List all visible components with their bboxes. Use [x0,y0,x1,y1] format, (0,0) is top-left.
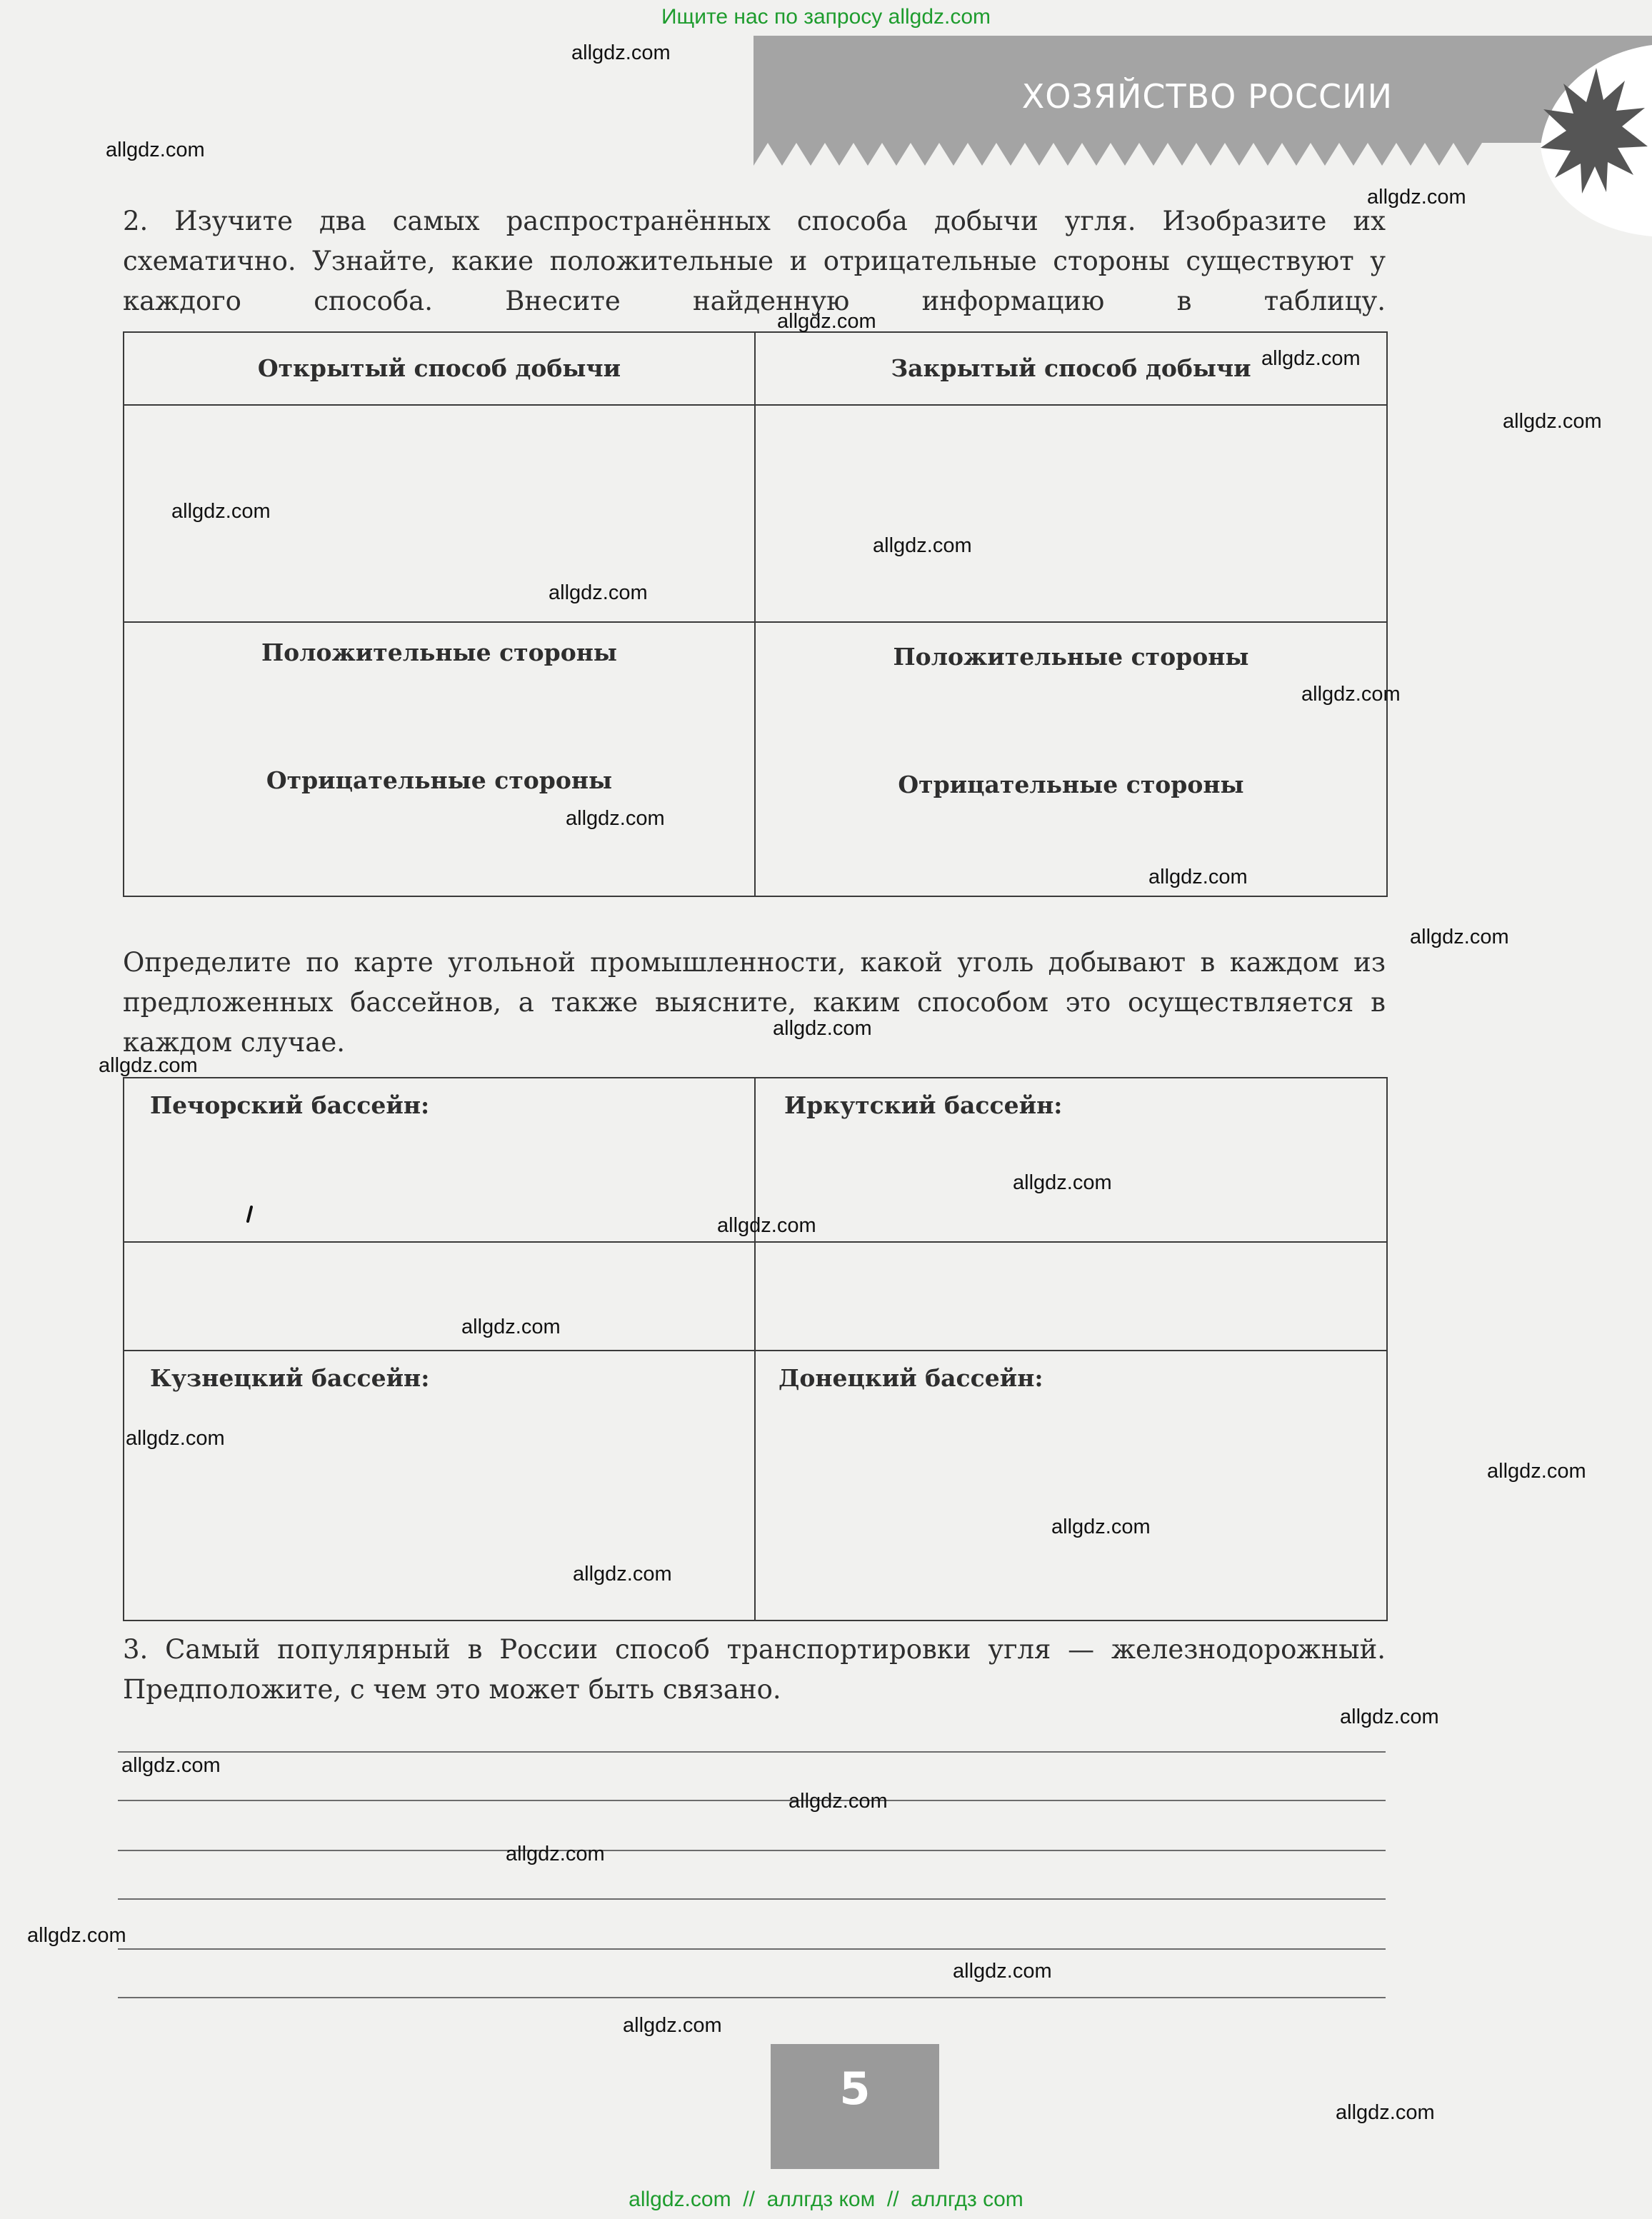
closed-positive-label: Положительные стороны [893,643,1249,671]
watermark: allgdz.com [1367,186,1466,209]
top-banner: Ищите нас по запросу allgdz.com [661,5,991,29]
pechora-answer-area[interactable] [124,1242,755,1351]
watermark: allgdz.com [1051,1516,1151,1538]
answer-line-3[interactable] [118,1850,1386,1851]
irkutsk-cell[interactable] [755,1078,1387,1242]
kuznetsk-label: Кузнецкий бассейн: [150,1364,430,1392]
watermark: allgdz.com [126,1427,225,1450]
basins-table [123,1077,1388,1621]
open-method-header: Открытый способ добычи [257,354,621,382]
open-positive-label: Положительные стороны [261,638,617,666]
section-title: ХОЗЯЙСТВО РОССИИ [1021,77,1393,116]
watermark: allgdz.com [571,41,671,64]
watermark: allgdz.com [1261,347,1361,370]
irkutsk-label: Иркутский бассейн: [784,1091,1063,1119]
answer-line-4[interactable] [118,1898,1386,1900]
star-icon [1482,39,1652,239]
watermark: allgdz.com [1301,683,1401,706]
watermark: allgdz.com [461,1316,561,1338]
watermark: allgdz.com [773,1017,872,1040]
watermark: allgdz.com [121,1754,221,1777]
donetsk-label: Донецкий бассейн: [779,1364,1043,1392]
footer-links: allgdz.com // аллгдз ком // аллгдз com [629,2188,1023,2211]
task2-text: 2. Изучите два самых распространённых способа добычи угля. Изобразите их схематично. Узнайте, какие положительные и отрицательные стороны существуют у каждого способа. Внесите найденную информацию в таблицу. [123,206,1386,316]
open-method-cell [124,332,755,405]
closed-negative-label: Отрицательные стороны [898,771,1244,798]
donetsk-cell[interactable] [755,1351,1387,1621]
watermark: allgdz.com [789,1790,888,1813]
watermark: allgdz.com [873,534,972,557]
watermark: allgdz.com [1013,1171,1112,1194]
answer-line-5[interactable] [118,1948,1386,1950]
watermark: allgdz.com [1336,2101,1435,2124]
watermark: allgdz.com [777,310,876,333]
watermark: allgdz.com [27,1924,126,1947]
irkutsk-answer-area[interactable] [755,1242,1387,1351]
watermark: allgdz.com [623,2014,722,2037]
pen-mark [246,1206,253,1224]
watermark: allgdz.com [1340,1705,1439,1728]
task3-text: 3. Самый популярный в России способ транспортировки угля — железнодорожный. Предположите, с чем это может быть связано. [123,1634,1386,1705]
page-number: 5 [839,2063,871,2115]
watermark: allgdz.com [1503,410,1602,433]
watermark: allgdz.com [1148,866,1248,888]
answer-line-1[interactable] [118,1751,1386,1753]
methods-table [123,331,1388,897]
pechora-label: Печорский бассейн: [150,1091,430,1119]
watermark: allgdz.com [506,1843,605,1865]
watermark: allgdz.com [573,1563,672,1586]
closed-method-header: Закрытый способ добычи [891,354,1251,382]
watermark: allgdz.com [171,500,271,523]
answer-line-2[interactable] [118,1800,1386,1801]
watermark: allgdz.com [106,139,205,161]
open-negative-label: Отрицательные стороны [266,766,613,794]
watermark: allgdz.com [1487,1460,1586,1483]
closed-method-pros-cons[interactable] [755,622,1387,896]
watermark: allgdz.com [99,1054,198,1077]
watermark: allgdz.com [1410,926,1509,948]
basins-instruction: Определите по карте угольной промышленности, какой уголь добывают в каждом из предложенных бассейнов, а также выясните, каким способом это осуществляется в каждом случае. [123,947,1386,1058]
watermark: allgdz.com [566,807,665,830]
answer-line-6[interactable] [118,1997,1386,1998]
watermark: allgdz.com [717,1214,816,1237]
watermark: allgdz.com [549,581,648,604]
pechora-cell[interactable] [124,1078,755,1242]
watermark: allgdz.com [953,1960,1052,1983]
closed-method-sketch-area[interactable] [755,405,1387,622]
open-method-pros-cons[interactable] [124,622,755,896]
